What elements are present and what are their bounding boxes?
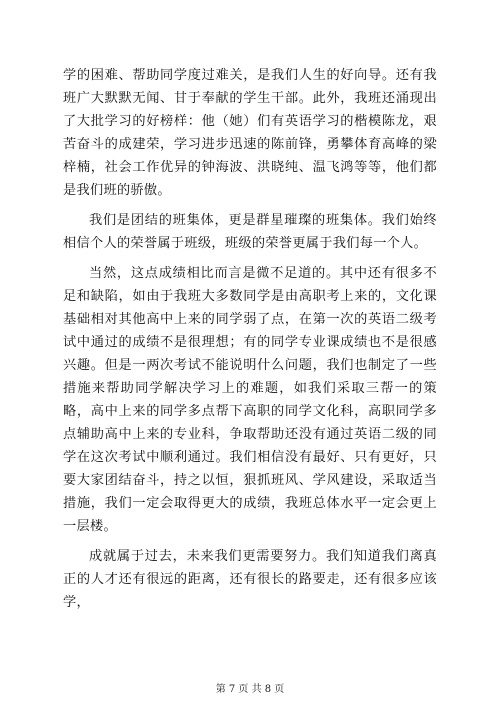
paragraph-3: 当然，这点成绩相比而言是微不足道的。其中还有很多不足和缺陷，如由于我班大多数同学是由高职考上来的，文化课基础相对其他高中上来的同学弱了点，在第一次的英语二级考试中通过的成绩不是很理想；有的同学专业课成绩也不是很感兴趣。但是一两次考试不能说明什么问题，我们也制定了一些措施来帮助同学解决学习上的难题，如我们采取三帮一的策略，高中上来的同学多点帮下高职的同学文化科，高职同学多点辅助高中上来的专业科，争取帮助还没有通过英语二级的同学在这次考试中顺利通过。我们相信没有最好、只有更好，只要大家团结奋斗，持之以恒，狠抓班风、学风建设，采取适当措施，我们一定会取得更大的成绩，我班总体水平一定会更上一层楼。: [63, 266, 437, 534]
page-footer: 第 7 页 共 8 页: [215, 684, 285, 695]
paragraph-2: 我们是团结的班集体，更是群星璀璨的班集体。我们始终相信个人的荣誉属于班级，班级的荣誉更属于我们每一个人。: [63, 213, 437, 251]
paragraph-4: 成就属于过去，未来我们更需要努力。我们知道我们离真正的人才还有很远的距离，还有很长的路要走，还有很多应该学，: [63, 549, 437, 610]
paragraph-1: 学的困难、帮助同学度过难关，是我们人生的好向导。还有我班广大默默无闻、甘于奉献的学生干部。此外，我班还涌现出了大批学习的好榜样：他（她）们有英语学习的楷模陈龙，艰苦奋斗的成建荣，学习进步迅速的陈前锋，勇攀体育高峰的梁梓楠，社会工作优异的钟海波、洪晓纯、温飞鸿等等，他们都是我们班的骄傲。: [63, 68, 437, 198]
body-text: [63, 64, 437, 614]
